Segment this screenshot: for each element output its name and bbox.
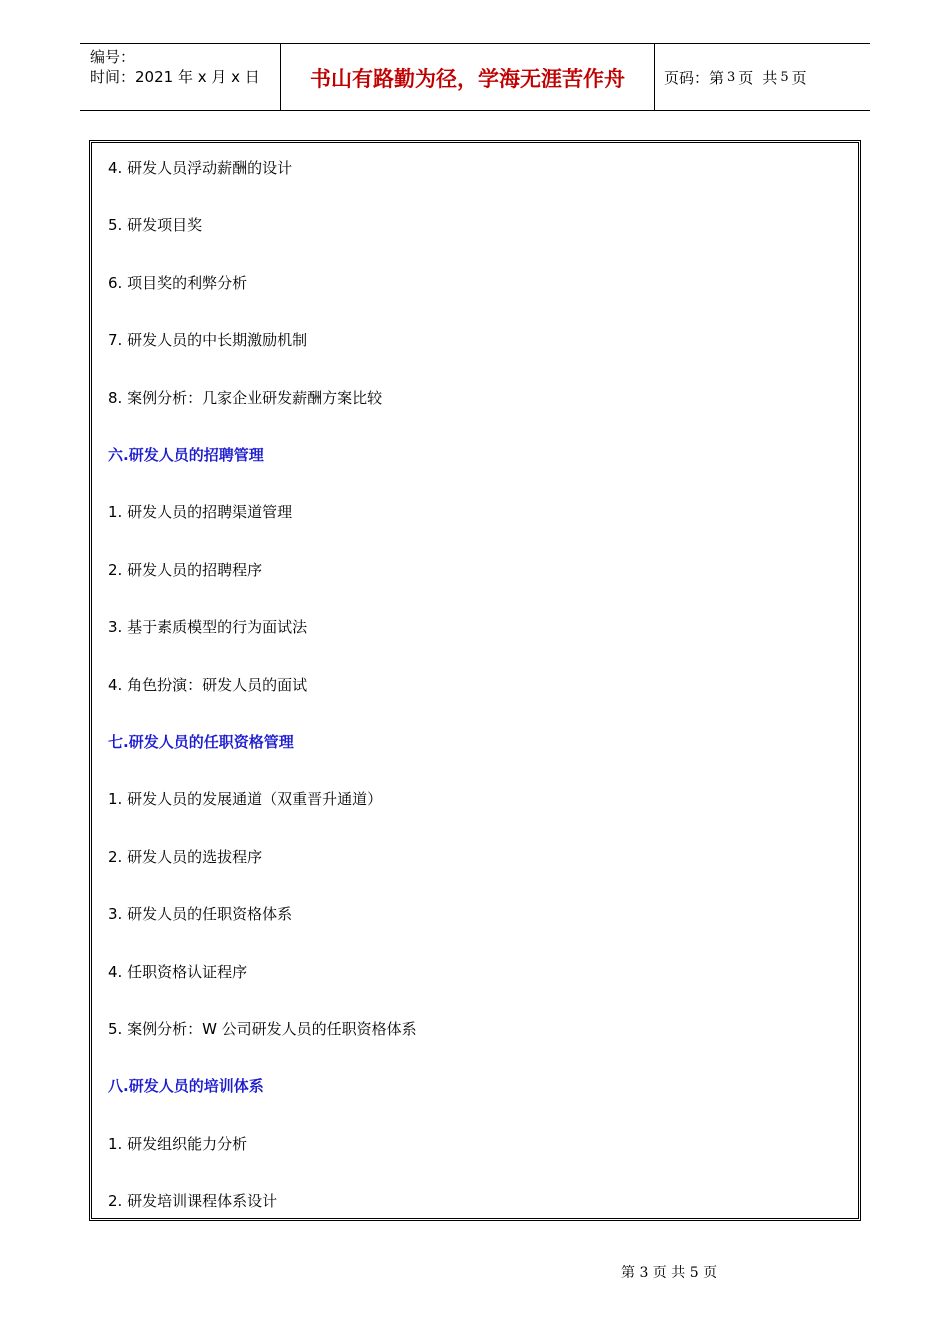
doc-date: 时间：2021 年 x 月 x 日 <box>90 68 260 86</box>
header-page-cell <box>655 44 870 110</box>
section-heading: 六.研发人员的招聘管理 <box>108 446 264 464</box>
page-total-prefix: 共 <box>762 68 778 87</box>
header-motto: 书山有路勤为径，学海无涯苦作舟 <box>310 66 625 91</box>
list-item: 5. 案例分析：W 公司研发人员的任职资格体系 <box>108 1020 417 1038</box>
page-current: 3 <box>727 69 736 85</box>
page-total: 5 <box>780 69 789 85</box>
footer-page-number: 第 3 页 共 5 页 <box>621 1265 718 1281</box>
list-item: 1. 研发组织能力分析 <box>108 1135 248 1153</box>
page-header <box>80 43 870 111</box>
list-item: 4. 研发人员浮动薪酬的设计 <box>108 159 293 177</box>
list-item: 2. 研发培训课程体系设计 <box>108 1192 278 1210</box>
page-label-prefix: 页码：第 <box>664 68 725 87</box>
list-item: 3. 基于素质模型的行为面试法 <box>108 618 308 636</box>
content-box <box>89 140 861 1221</box>
list-item: 1. 研发人员的招聘渠道管理 <box>108 503 293 521</box>
page-label-suffix: 页 <box>791 68 807 87</box>
list-item: 2. 研发人员的招聘程序 <box>108 561 263 579</box>
section-heading: 七.研发人员的任职资格管理 <box>108 733 294 751</box>
doc-number-label: 编号： <box>90 48 136 66</box>
list-item: 8. 案例分析：几家企业研发薪酬方案比较 <box>108 389 383 407</box>
header-meta-cell <box>80 44 281 110</box>
page-label-mid: 页 <box>738 68 754 87</box>
list-item: 4. 角色扮演：研发人员的面试 <box>108 676 308 694</box>
list-item: 1. 研发人员的发展通道（双重晋升通道） <box>108 790 383 808</box>
list-item: 2. 研发人员的选拔程序 <box>108 848 263 866</box>
header-motto-cell <box>281 44 655 110</box>
list-item: 3. 研发人员的任职资格体系 <box>108 905 293 923</box>
list-item: 7. 研发人员的中长期激励机制 <box>108 331 308 349</box>
list-item: 6. 项目奖的利弊分析 <box>108 274 248 292</box>
list-item: 5. 研发项目奖 <box>108 216 203 234</box>
list-item: 4. 任职资格认证程序 <box>108 963 248 981</box>
section-heading: 八.研发人员的培训体系 <box>108 1077 264 1095</box>
